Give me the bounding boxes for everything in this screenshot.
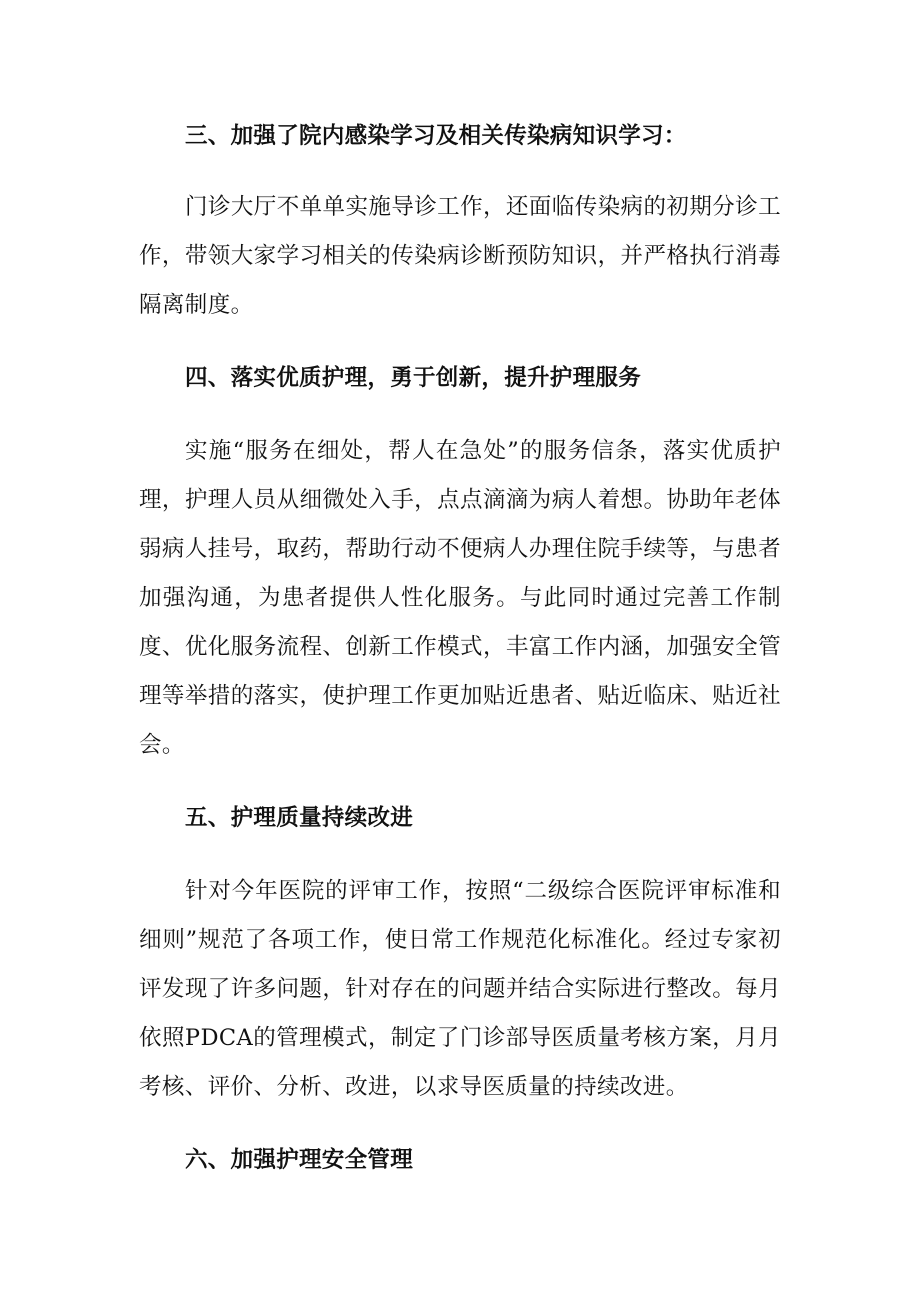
section-heading-3: 三、加强了院内感染学习及相关传染病知识学习： (185, 123, 687, 149)
section-heading-5: 五、护理质量持续改进 (185, 805, 414, 831)
section-heading-6: 六、加强护理安全管理 (185, 1147, 414, 1173)
section-heading-4: 四、落实优质护理，勇于创新，提升护理服务 (185, 365, 642, 391)
section-paragraph-3: 门诊大厅不单单实施导诊工作，还面临传染病的初期分诊工作，带领大家学习相关的传染病诊断预防知识，并严格执行消毒隔离制度。 (139, 194, 781, 318)
section-paragraph-5: 针对今年医院的评审工作，按照“二级综合医院评审标准和细则”规范了各项工作，使日常工作规范化标准化。经过专家初评发现了许多问题，针对存在的问题并结合实际进行整改。每月依照PDCA的管理模式，制定了门诊部导医质量考核方案，月月考核、评价、分析、改进，以求导医质量的持续改进。 (139, 878, 781, 1100)
section-paragraph-4: 实施“服务在细处，帮人在急处”的服务信条，落实优质护理，护理人员从细微处入手，点点滴滴为病人着想。协助年老体弱病人挂号，取药，帮助行动不便病人办理住院手续等，与患者加强沟通，为患者提供人性化服务。与此同时通过完善工作制度、优化服务流程、创新工作模式，丰富工作内涵，加强安全管理等举措的落实，使护理工作更加贴近患者、贴近临床、贴近社会。 (139, 438, 781, 758)
document-body (139, 112, 781, 1185)
